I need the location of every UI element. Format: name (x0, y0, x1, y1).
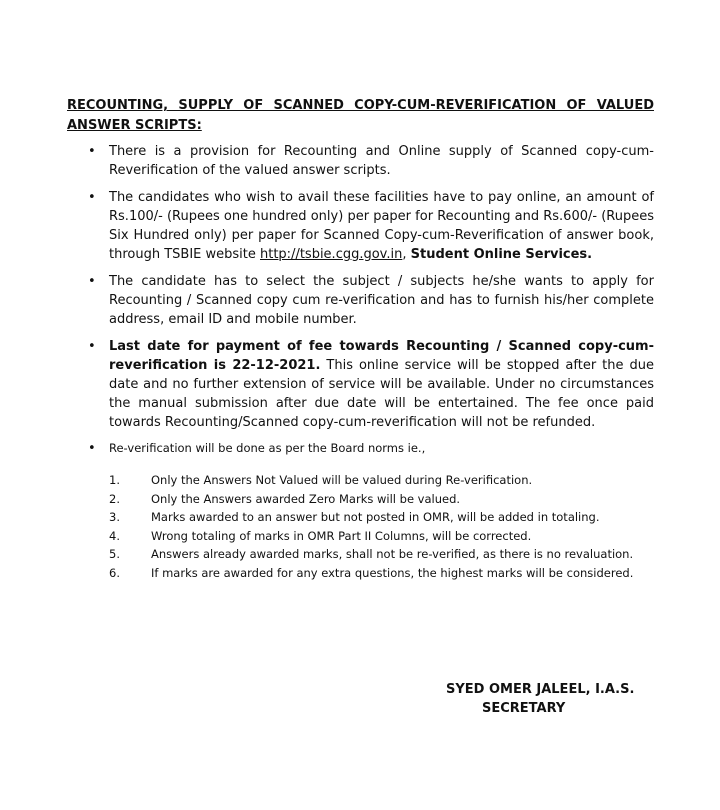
norm-text: Only the Answers Not Valued will be valued during Re-verification. (151, 473, 533, 487)
document-body (67, 96, 654, 585)
bullet-text: This online service will be stopped after the due date and no further extension of service will be available. Under no circumstances the manual submission after due date will be entertained. The fee once paid towards Recounting/Scanned copy-cum-reverification will not be refunded. (109, 358, 654, 430)
norm-number: 5. (109, 547, 120, 562)
norm-text: If marks are awarded for any extra questions, the highest marks will be considered. (151, 565, 634, 580)
list-item (67, 272, 654, 329)
signatory-title: SECRETARY (482, 701, 566, 716)
list-item (67, 142, 654, 180)
bullet-bold-text: Student Online Services. (410, 247, 593, 262)
norm-item (67, 473, 654, 487)
list-item (67, 337, 654, 432)
norm-item (67, 510, 654, 524)
bullet-text: The candidate has to select the subject / subjects he/she wants to apply for Recounting / Scanned copy cum re-verification and has to furnish his/her complete address, email ID and mobile number. (109, 274, 654, 327)
bullet-separator: , (402, 247, 411, 262)
bullet-icon: • (88, 441, 96, 456)
norm-number: 3. (109, 510, 120, 525)
norm-item (67, 566, 654, 580)
norm-text: Only the Answers awarded Zero Marks will be valued. (151, 491, 461, 506)
bullet-icon: • (88, 190, 96, 205)
tsbie-website-link[interactable]: http://tsbie.cgg.gov.in (260, 247, 403, 262)
norm-number: 2. (109, 491, 120, 506)
bullet-list (67, 142, 654, 457)
list-item (67, 440, 654, 457)
page-title: RECOUNTING, SUPPLY OF SCANNED COPY-CUM-REVERIFICATION OF VALUED ANSWER SCRIPTS: (67, 98, 654, 133)
norm-item (67, 547, 654, 561)
norm-number: 4. (109, 528, 120, 543)
norm-number: 6. (109, 565, 120, 580)
norm-item (67, 529, 654, 543)
norm-number: 1. (109, 473, 120, 487)
norm-item (67, 492, 654, 506)
bullet-text: There is a provision for Recounting and Online supply of Scanned copy-cum-Reverification of the valued answer scripts. (109, 144, 654, 178)
bullet-text: Re-verification will be done as per the Board norms ie., (109, 441, 426, 455)
norm-text: Answers already awarded marks, shall not be re-verified, as there is no revaluation. (151, 547, 634, 562)
bullet-icon: • (88, 274, 96, 289)
bullet-text: The candidates who wish to avail these facilities have to pay online, an amount of Rs.100/- (Rupees one hundred only) per paper for Recounting and Rs.600/- (Rupees Six Hundred only) per paper for Scanned Copy-cum-Reverification of answer book, through TSBIE website (109, 190, 654, 262)
bullet-icon: • (88, 339, 96, 354)
last-date-notice: Last date for payment of fee towards Recounting / Scanned copy-cum-reverification is 22-12-2021. (109, 339, 654, 373)
norms-list (67, 473, 654, 580)
signature-block (446, 680, 656, 718)
norm-text: Wrong totaling of marks in OMR Part II Columns, will be corrected. (151, 528, 532, 543)
bullet-icon: • (88, 144, 96, 159)
list-item (67, 188, 654, 264)
norm-text: Marks awarded to an answer but not posted in OMR, will be added in totaling. (151, 510, 600, 525)
signatory-name: SYED OMER JALEEL, I.A.S. (446, 682, 635, 697)
